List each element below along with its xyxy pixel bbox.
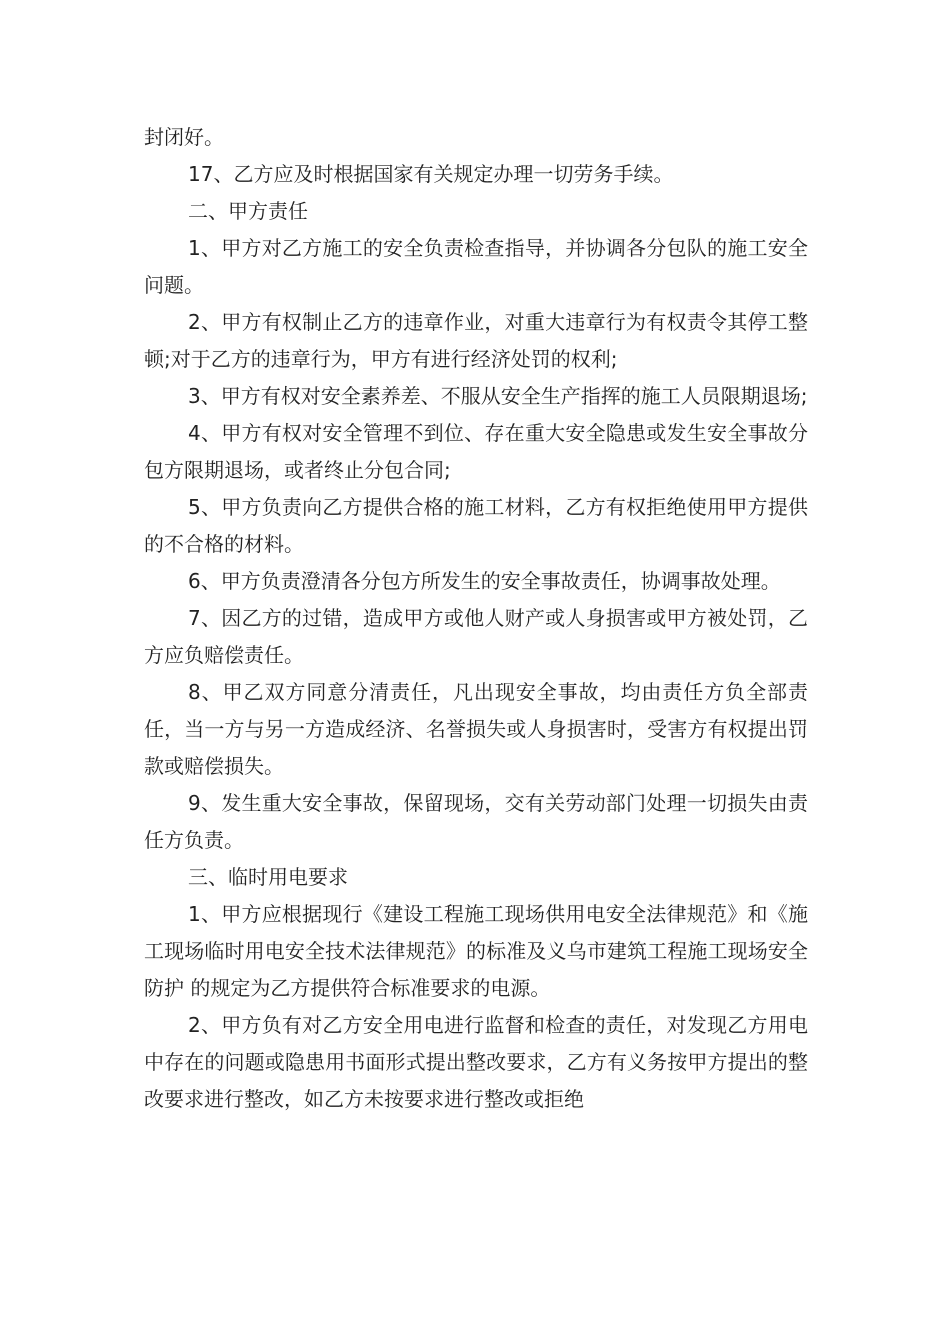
document-paragraph: 2、甲方有权制止乙方的违章作业，对重大违章行为有权责令其停工整顿;对于乙方的违章行为，甲方有进行经济处罚的权利; <box>144 310 808 371</box>
document-paragraph: 7、因乙方的过错，造成甲方或他人财产或人身损害或甲方被处罚，乙方应负赔偿责任。 <box>144 606 808 667</box>
document-paragraph: 8、甲乙双方同意分清责任，凡出现安全事故，均由责任方负全部责任，当一方与另一方造成经济、名誉损失或人身损害时，受害方有权提出罚款或赔偿损失。 <box>144 680 808 778</box>
document-paragraph: 4、甲方有权对安全管理不到位、存在重大安全隐患或发生安全事故分包方限期退场，或者终止分包合同; <box>144 421 808 482</box>
document-paragraph: 17、乙方应及时根据国家有关规定办理一切劳务手续。 <box>188 162 674 186</box>
document-paragraph: 1、甲方应根据现行《建设工程施工现场供用电安全法律规范》和《施工现场临时用电安全技术法律规范》的标准及义乌市建筑工程施工现场安全防护 的规定为乙方提供符合标准要求的电源。 <box>144 902 808 1000</box>
document-paragraph: 9、发生重大安全事故，保留现场，交有关劳动部门处理一切损失由责任方负责。 <box>144 791 808 852</box>
document-paragraph: 封闭好。 <box>144 125 224 149</box>
document-paragraph: 三、临时用电要求 <box>188 865 348 889</box>
document-paragraph: 3、甲方有权对安全素养差、不服从安全生产指挥的施工人员限期退场; <box>188 384 808 408</box>
document-paragraph: 5、甲方负责向乙方提供合格的施工材料，乙方有权拒绝使用甲方提供的不合格的材料。 <box>144 495 808 556</box>
document-body <box>144 119 808 1118</box>
document-paragraph: 2、甲方负有对乙方安全用电进行监督和检查的责任，对发现乙方用电中存在的问题或隐患用书面形式提出整改要求，乙方有义务按甲方提出的整改要求进行整改，如乙方未按要求进行整改或拒绝 <box>144 1013 808 1111</box>
document-paragraph: 6、甲方负责澄清各分包方所发生的安全事故责任，协调事故处理。 <box>188 569 781 593</box>
document-paragraph: 二、甲方责任 <box>188 199 308 223</box>
document-paragraph: 1、甲方对乙方施工的安全负责检查指导，并协调各分包队的施工安全问题。 <box>144 236 808 297</box>
